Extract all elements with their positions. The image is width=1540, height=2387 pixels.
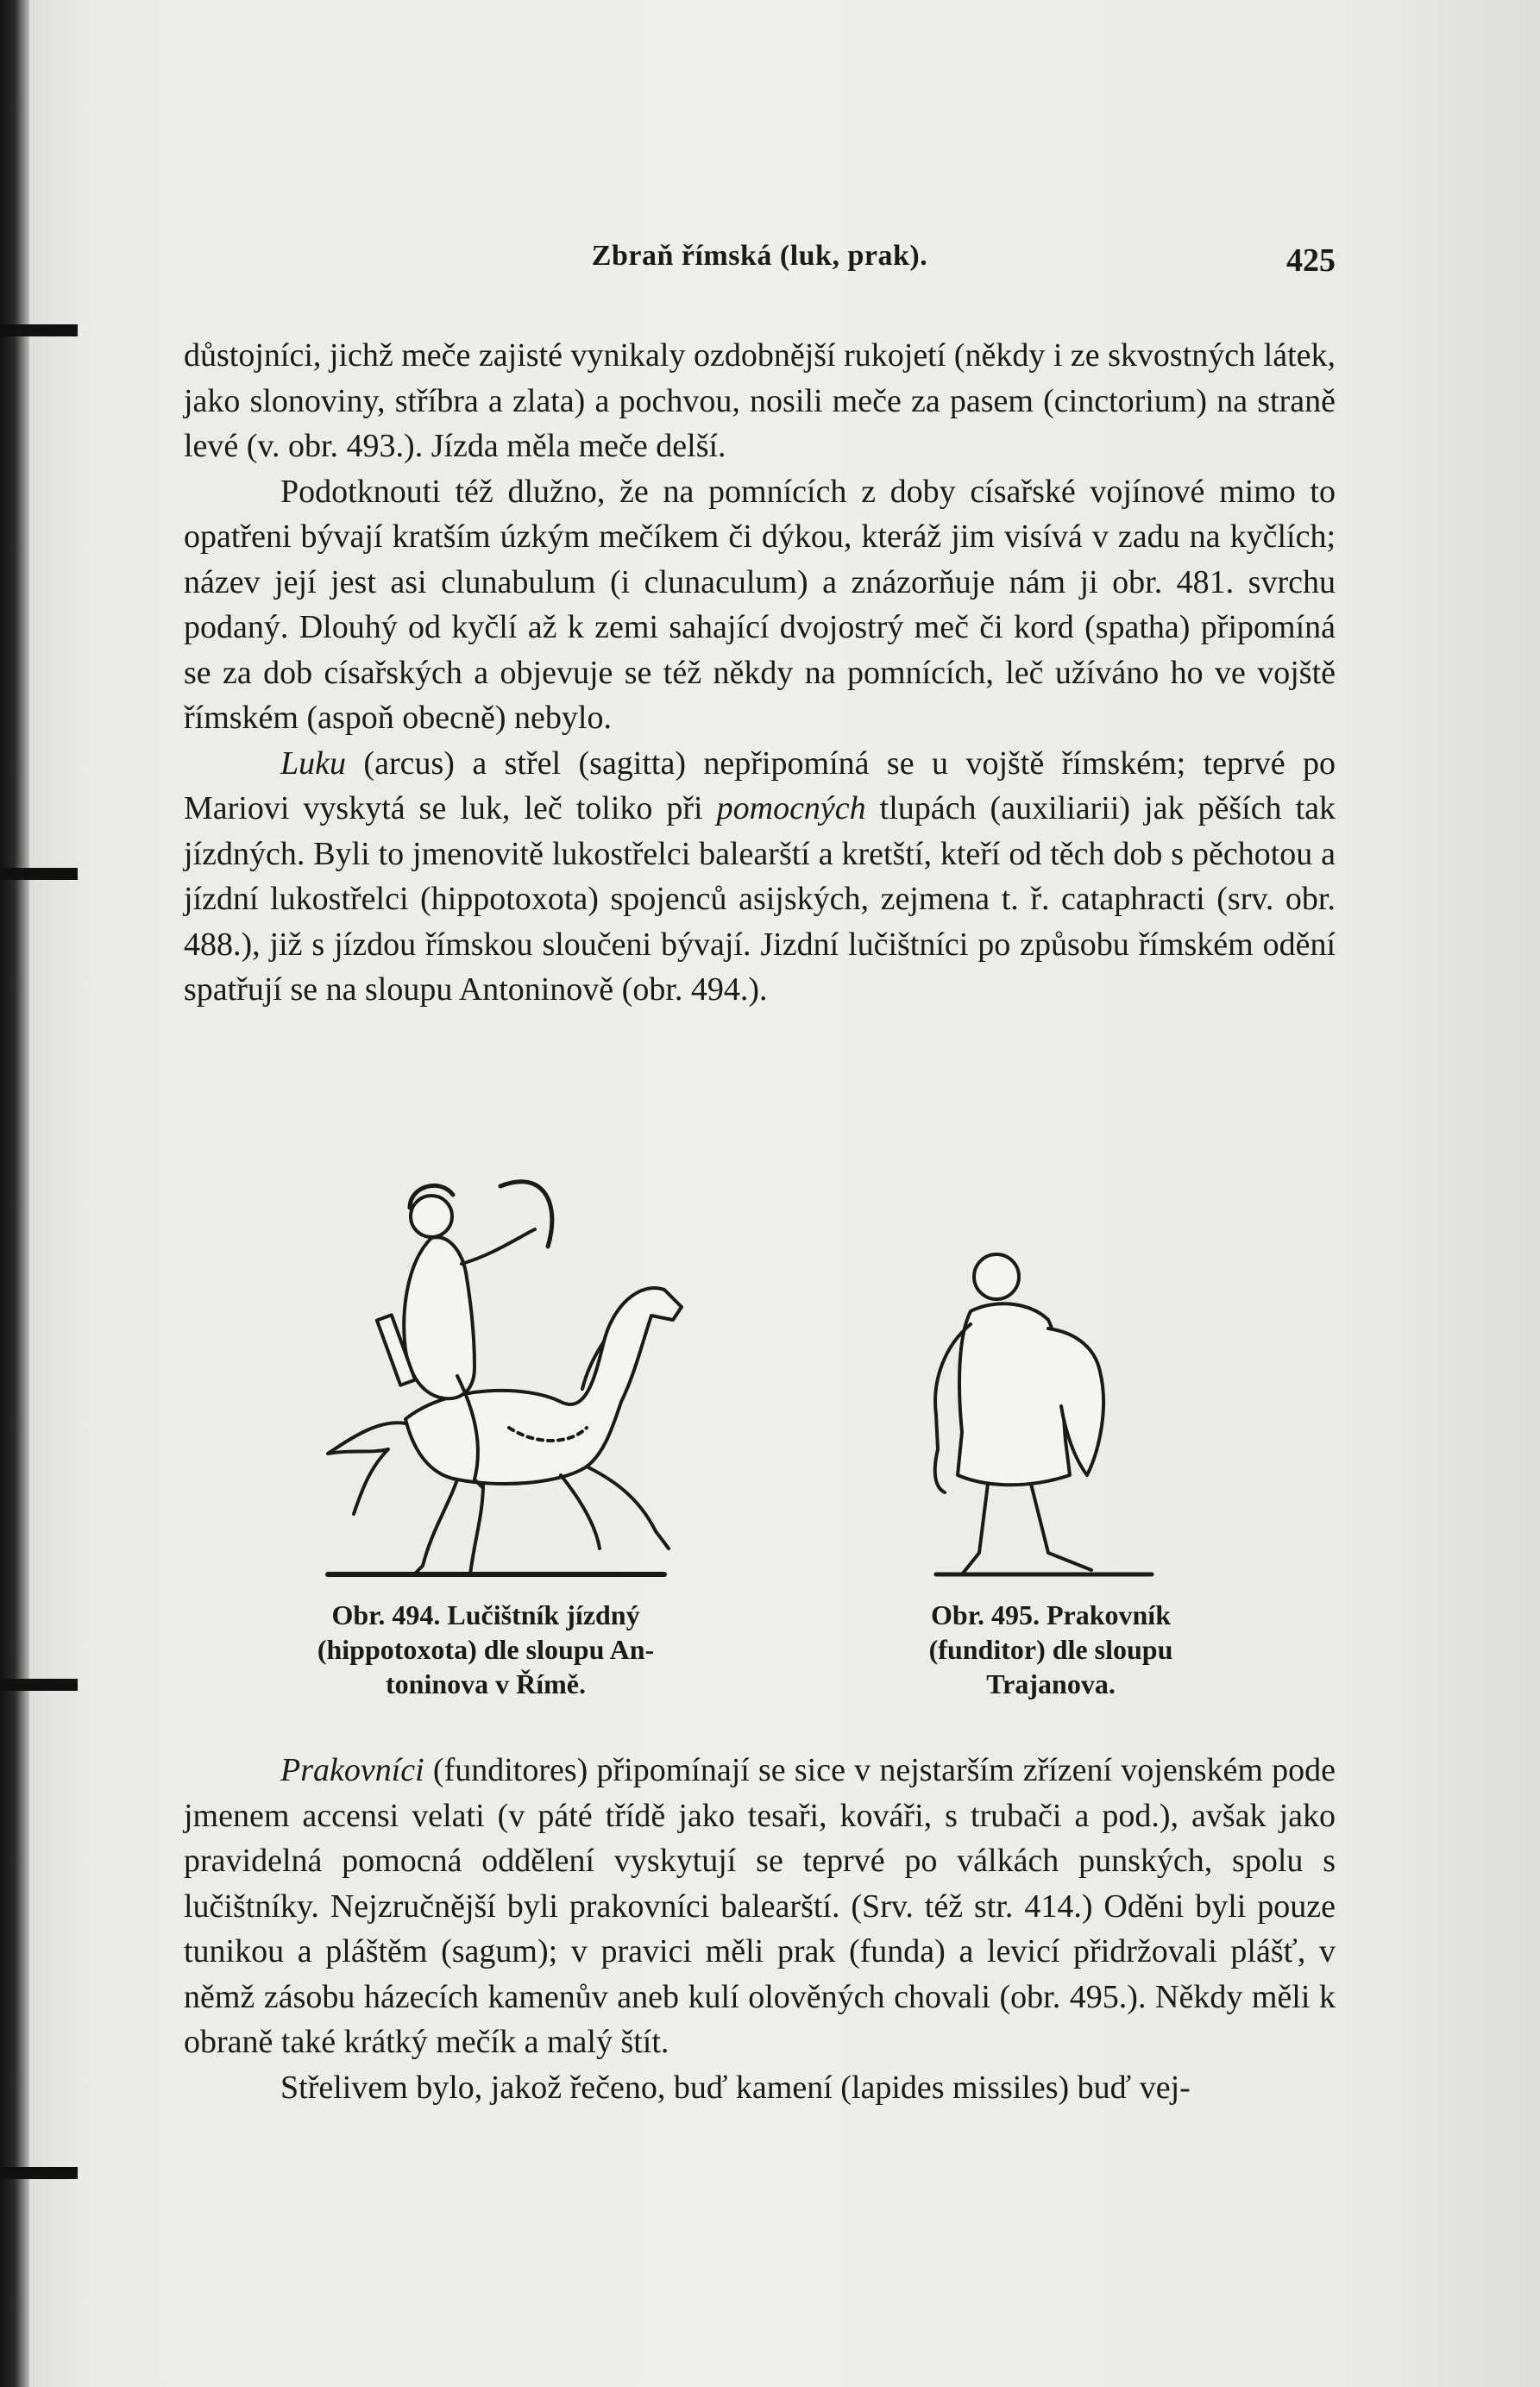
body-text-top xyxy=(184,333,1336,1013)
slinger-illustration xyxy=(919,1242,1169,1583)
book-spine-edge xyxy=(0,0,29,2387)
binding-mark xyxy=(0,868,78,880)
page-number: 425 xyxy=(1286,242,1336,279)
page-header xyxy=(184,240,1336,292)
paragraph: Podotknouti též dlužno, že na pomnících z doby císařské vojínové mimo to opatřeni bývají kratším úzkým mečíkem či dýkou, kteráž jim visívá v zadu na kyčlích; název její jest asi clunabulum (i clunaculum) a znázorňuje nám ji obr. 481. svrchu podaný. Dlouhý od kyčlí až k zemi sahající dvojostrý meč či kord (spatha) připomíná se za dob císařských a objevuje se též někdy na pomnících, leč užíváno ho ve vojště římském (aspoň obecně) nebylo. xyxy=(184,473,1336,736)
italic-term: Prakovníci xyxy=(280,1752,424,1788)
italic-term: pomocných xyxy=(716,790,866,826)
paragraph: Střelivem bylo, jakož řečeno, buď kamení (lapides missiles) buď vej- xyxy=(280,2069,1191,2106)
mounted-archer-illustration xyxy=(302,1169,707,1583)
figure-caption-494: Obr. 494. Lučištník jízdný (hippotoxota) dle sloupu An- toninova v Římě. xyxy=(317,1599,655,1699)
paragraph-luku: Luku (arcus) a střel (sagitta) nepřipomíná se u vojště římském; teprvé po Mariovi vyskytá se luk, leč toliko při pomocných tlupách (auxiliarii) jak pěších tak jízdných. Byli to jmenovitě lukostřelci balearští a kretští, kteří od těch dob s pěchotou a jízdní lukostřelci (hippotoxota) spojenců asijských, zejmena t. ř. cataphracti (srv. obr. 488.), již s jízdou římskou sloučeni bývají. Jizdní lučištníci po způsobu římském odění spatřují se na sloupu Antoninově (obr. 494.). xyxy=(184,744,1336,1008)
binding-mark xyxy=(0,1679,78,1691)
italic-term: Luku xyxy=(280,744,346,782)
figure-caption-495: Obr. 495. Prakovník (funditor) dle sloupu Trajanova. xyxy=(928,1599,1173,1699)
binding-mark xyxy=(0,2167,78,2179)
paragraph: důstojníci, jichž meče zajisté vynikaly ozdobnější rukojetí (někdy i ze skvostných látek, jako slonoviny, stříbra a zlata) a pochvou, nosili meče za pasem (cinctorium) na straně levé (v. obr. 493.). Jízda měla meče delší. xyxy=(184,337,1336,464)
paragraph-prakovnici: Prakovníci (funditores) připomínají se sice v nejstarším zřízení vojenském pode jmenem accensi velati (v páté třídě jako tesaři, kováři, s trubači a pod.), avšak jako pravidelná pomocná oddělení vyskytují se teprvé po válkách punských, spolu s lučištníky. Nejzručnější byli prakovníci balearští. (Srv. též str. 414.) Oděni byli pouze tunikou a pláštěm (sagum); v pravici měli prak (funda) a levicí přidržovali plášť, v němž zásobu házecích kamenův aneb kulí olověných chovali (obr. 495.). Někdy měli k obraně také krátký mečík a malý štít. xyxy=(184,1752,1336,2060)
running-title: Zbraň římská (luk, prak). xyxy=(591,240,928,272)
body-text-bottom xyxy=(184,1748,1336,2110)
binding-mark xyxy=(0,324,78,336)
